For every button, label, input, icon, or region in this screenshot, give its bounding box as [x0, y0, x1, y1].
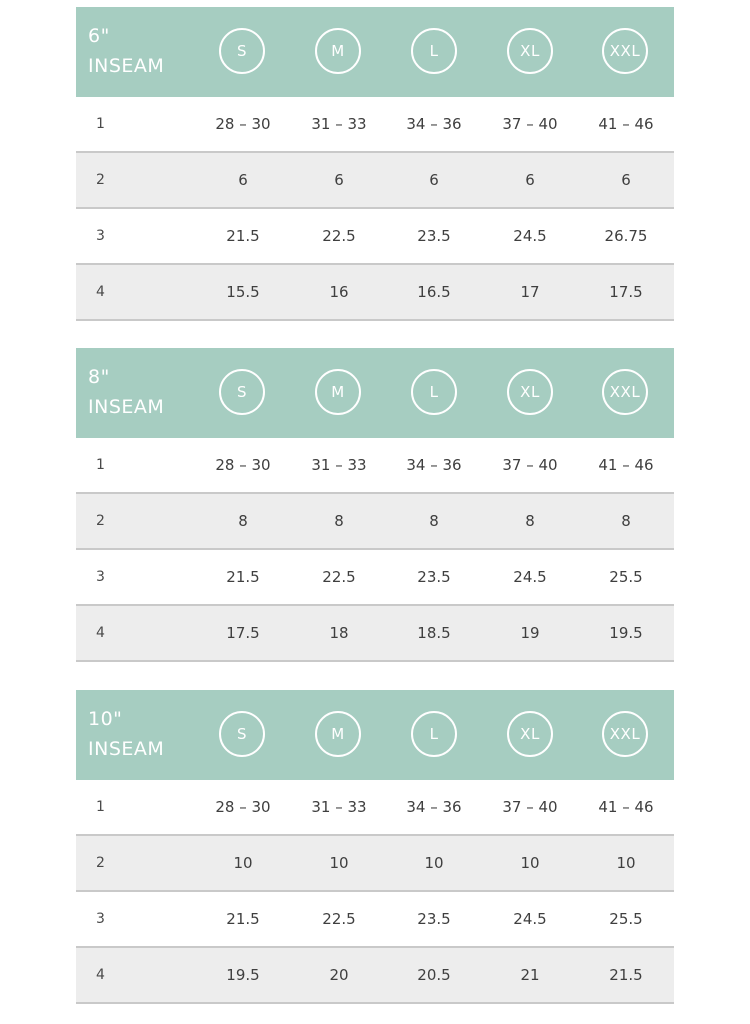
table-cell: 17.5: [609, 283, 643, 301]
table-cell: 24.5: [513, 910, 547, 928]
table-cell: 16: [329, 283, 349, 301]
row-label: 1: [96, 116, 105, 132]
table-cell: 24.5: [513, 227, 547, 245]
table-cell: 31 – 33: [311, 456, 367, 474]
table-cell: 24.5: [513, 568, 547, 586]
table-header: [76, 690, 674, 780]
table-row: [76, 606, 674, 662]
size-badge-l: L: [411, 369, 457, 415]
inseam-length: 6": [88, 25, 110, 47]
inseam-label: [88, 362, 164, 422]
table-cell: 23.5: [417, 568, 451, 586]
inseam-label: [88, 704, 164, 764]
size-badge-m: M: [315, 28, 361, 74]
row-label: 2: [96, 513, 105, 529]
table-cell: 6: [238, 171, 248, 189]
size-badge-s: S: [219, 28, 265, 74]
inseam-label: [88, 21, 164, 81]
size-badge-xl: XL: [507, 711, 553, 757]
row-label: 3: [96, 911, 105, 927]
row-label: 4: [96, 967, 105, 983]
table-cell: 22.5: [322, 227, 356, 245]
row-label: 1: [96, 457, 105, 473]
table-cell: 8: [525, 512, 535, 530]
row-label: 3: [96, 569, 105, 585]
table-row: [76, 265, 674, 321]
table-row: [76, 948, 674, 1004]
table-cell: 41 – 46: [598, 456, 654, 474]
table-cell: 34 – 36: [406, 456, 462, 474]
table-row: [76, 836, 674, 892]
table-row: [76, 892, 674, 948]
table-cell: 8: [334, 512, 344, 530]
table-cell: 18.5: [417, 624, 451, 642]
row-label: 3: [96, 228, 105, 244]
table-row: [76, 97, 674, 153]
table-row: [76, 438, 674, 494]
row-label: 4: [96, 284, 105, 300]
size-badge-xxl: XXL: [602, 28, 648, 74]
table-cell: 21.5: [226, 910, 260, 928]
row-label: 2: [96, 172, 105, 188]
size-badge-m: M: [315, 711, 361, 757]
inseam-word: INSEAM: [88, 738, 165, 760]
table-cell: 19.5: [609, 624, 643, 642]
table-cell: 19.5: [226, 966, 260, 984]
table-cell: 41 – 46: [598, 115, 654, 133]
table-cell: 21.5: [226, 227, 260, 245]
table-row: [76, 780, 674, 836]
table-cell: 10: [424, 854, 444, 872]
table-cell: 25.5: [609, 910, 643, 928]
table-cell: 8: [429, 512, 439, 530]
table-cell: 6: [429, 171, 439, 189]
table-cell: 6: [621, 171, 631, 189]
table-cell: 31 – 33: [311, 115, 367, 133]
table-cell: 37 – 40: [502, 456, 558, 474]
table-header: [76, 348, 674, 438]
inseam-word: INSEAM: [88, 396, 165, 418]
table-cell: 8: [238, 512, 248, 530]
size-table-8-inch: [76, 348, 674, 662]
size-badge-m: M: [315, 369, 361, 415]
table-cell: 10: [520, 854, 540, 872]
table-cell: 18: [329, 624, 349, 642]
size-badge-xxl: XXL: [602, 711, 648, 757]
table-cell: 37 – 40: [502, 115, 558, 133]
size-table-10-inch: [76, 690, 674, 1004]
table-cell: 21: [520, 966, 540, 984]
size-badge-s: S: [219, 711, 265, 757]
table-cell: 26.75: [604, 227, 648, 245]
table-cell: 28 – 30: [215, 456, 271, 474]
row-label: 4: [96, 625, 105, 641]
table-cell: 34 – 36: [406, 115, 462, 133]
size-badge-l: L: [411, 28, 457, 74]
table-row: [76, 494, 674, 550]
table-cell: 31 – 33: [311, 798, 367, 816]
row-label: 2: [96, 855, 105, 871]
inseam-word: INSEAM: [88, 55, 165, 77]
table-cell: 41 – 46: [598, 798, 654, 816]
table-cell: 28 – 30: [215, 798, 271, 816]
table-cell: 22.5: [322, 910, 356, 928]
table-cell: 10: [233, 854, 253, 872]
table-cell: 19: [520, 624, 540, 642]
table-cell: 16.5: [417, 283, 451, 301]
table-cell: 6: [525, 171, 535, 189]
table-cell: 28 – 30: [215, 115, 271, 133]
table-cell: 10: [329, 854, 349, 872]
table-row: [76, 550, 674, 606]
table-cell: 17.5: [226, 624, 260, 642]
table-cell: 21.5: [226, 568, 260, 586]
table-cell: 20: [329, 966, 349, 984]
size-badge-xl: XL: [507, 28, 553, 74]
table-cell: 37 – 40: [502, 798, 558, 816]
size-badge-xxl: XXL: [602, 369, 648, 415]
table-cell: 23.5: [417, 227, 451, 245]
table-cell: 23.5: [417, 910, 451, 928]
table-row: [76, 209, 674, 265]
table-cell: 22.5: [322, 568, 356, 586]
inseam-length: 8": [88, 366, 110, 388]
table-cell: 17: [520, 283, 540, 301]
table-cell: 25.5: [609, 568, 643, 586]
size-badge-s: S: [219, 369, 265, 415]
table-cell: 8: [621, 512, 631, 530]
table-cell: 6: [334, 171, 344, 189]
table-cell: 20.5: [417, 966, 451, 984]
size-table-6-inch: [76, 7, 674, 321]
size-badge-l: L: [411, 711, 457, 757]
inseam-length: 10": [88, 708, 123, 730]
table-cell: 10: [616, 854, 636, 872]
size-badge-xl: XL: [507, 369, 553, 415]
table-cell: 21.5: [609, 966, 643, 984]
row-label: 1: [96, 799, 105, 815]
table-cell: 15.5: [226, 283, 260, 301]
table-cell: 34 – 36: [406, 798, 462, 816]
table-row: [76, 153, 674, 209]
table-header: [76, 7, 674, 97]
